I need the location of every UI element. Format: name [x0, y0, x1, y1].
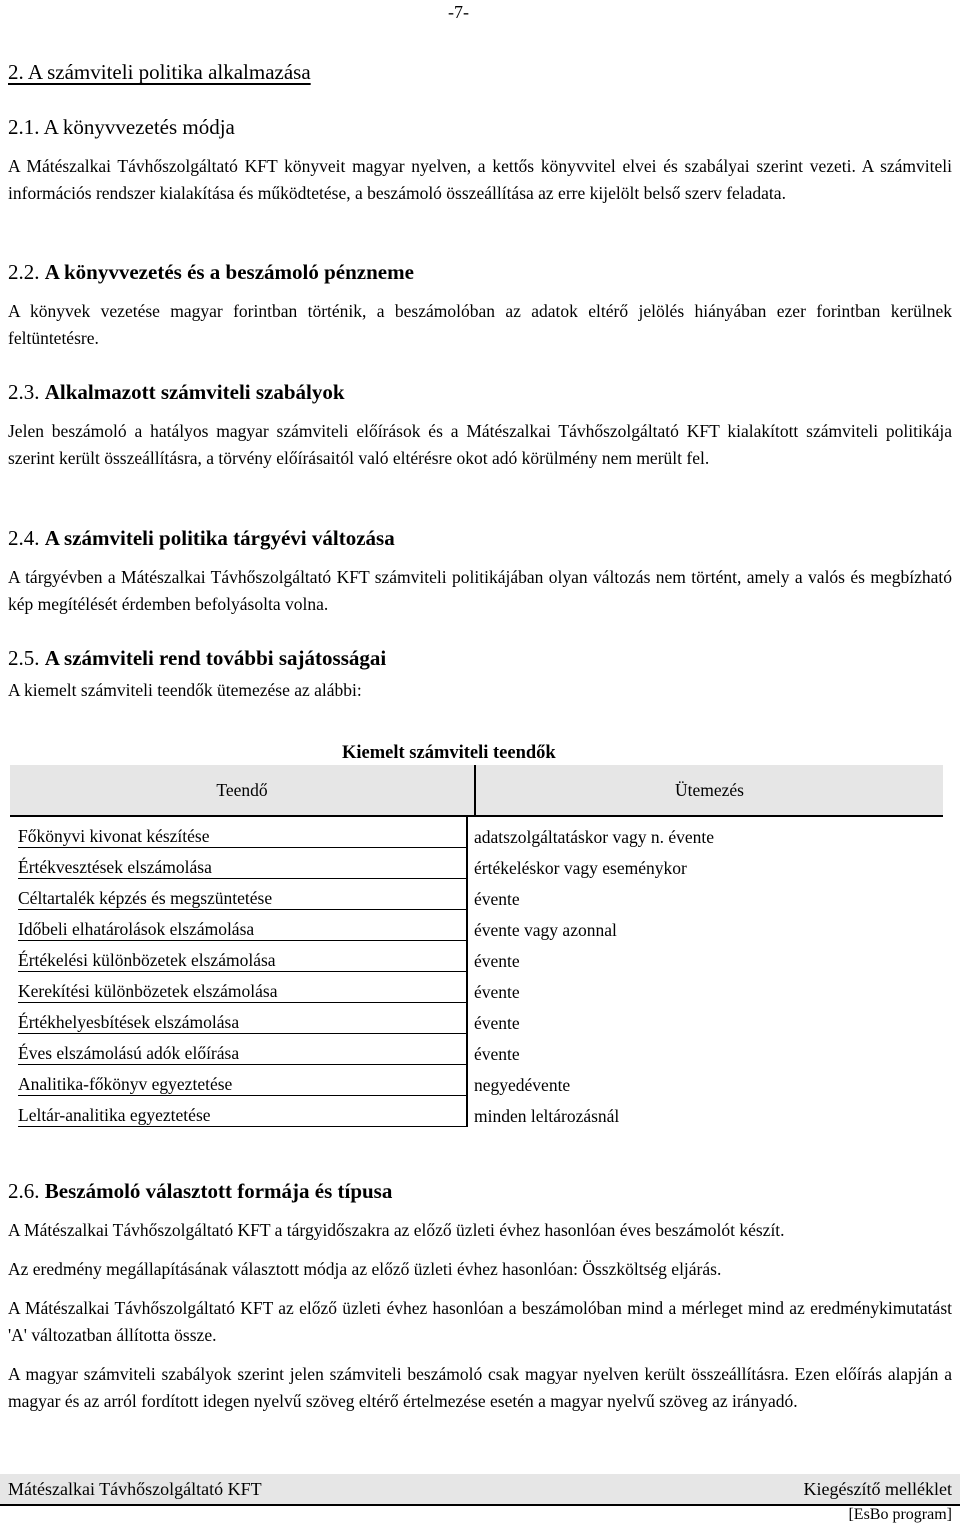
section-heading	[8, 258, 952, 286]
table-header-task: Teendő	[216, 779, 268, 800]
table-row	[10, 941, 943, 972]
table-row	[10, 972, 943, 1003]
table-row	[10, 1003, 943, 1034]
section-heading	[8, 644, 952, 672]
section-title: Beszámoló választott formája és típusa	[44, 1179, 393, 1203]
task-text: Időbeli elhatárolások elszámolása	[18, 918, 466, 941]
task-cell	[10, 817, 466, 848]
paragraph: A tárgyévben a Mátészalkai Távhőszolgáltató KFT számviteli politikájában olyan változás nem történt, amely a valós és megbízható kép megítélését érdemben befolyásolta volna.	[8, 567, 952, 614]
section-heading	[8, 378, 952, 406]
task-text: Értékelési különbözetek elszámolása	[18, 949, 466, 972]
section-number: 2.3.	[8, 380, 40, 404]
section-2-6	[8, 1177, 952, 1415]
task-cell	[10, 1034, 466, 1065]
task-text: Éves elszámolású adók előírása	[18, 1042, 466, 1065]
task-cell	[10, 1096, 466, 1127]
task-text: Kerekítési különbözetek elszámolása	[18, 980, 466, 1003]
schedule-text: évente	[474, 1013, 520, 1033]
table-row	[10, 1034, 943, 1065]
schedule-text: évente	[474, 951, 520, 971]
section-2-4	[8, 524, 952, 618]
schedule-text: évente	[474, 889, 520, 909]
section-number: 2.4.	[8, 526, 40, 550]
table-title: Kiemelt számviteli teendők	[342, 743, 556, 763]
table-header	[10, 765, 943, 817]
task-text: Főkönyvi kivonat készítése	[18, 825, 466, 848]
task-text: Értékhelyesbítések elszámolása	[18, 1011, 466, 1034]
schedule-cell	[466, 848, 943, 879]
section-2-5	[8, 644, 952, 704]
paragraph: Az eredmény megállapításának választott módja az előző üzleti évhez hasonlóan: Összköltség eljárás.	[8, 1259, 722, 1279]
chapter-title: 2. A számviteli politika alkalmazása	[8, 60, 311, 84]
paragraph: A magyar számviteli szabályok szerint jelen számviteli beszámoló csak magyar nyelven került összeállításra. Ezen előírás alapján a magyar és az arról fordított idegen nyelvű szöveg eltérő értelmezése esetén a magyar nyelvű szöveg az irányadó.	[8, 1364, 952, 1411]
schedule-text: minden leltározásnál	[474, 1106, 620, 1126]
section-2-3	[8, 378, 952, 472]
schedule-cell	[466, 1096, 943, 1127]
table-row	[10, 1065, 943, 1096]
section-title: A számviteli rend további sajátosságai	[44, 646, 387, 670]
task-text: Leltár-analitika egyeztetése	[18, 1104, 466, 1127]
paragraph: A Mátészalkai Távhőszolgáltató KFT az előző üzleti évhez hasonlóan a beszámolóban mind a mérleget mind az eredménykimutatást 'A' változatban állította össze.	[8, 1298, 952, 1345]
schedule-cell	[466, 941, 943, 972]
task-text: Értékvesztések elszámolása	[18, 856, 466, 879]
paragraph: Jelen beszámoló a hatályos magyar számviteli előírások és a Mátészalkai Távhőszolgáltató KFT kialakított számviteli politikája szerint került összeállításra, a törvény előírásaitól való eltérésre okot adó körülmény nem merült fel.	[8, 421, 952, 468]
schedule-text: évente	[474, 1044, 520, 1064]
table-row	[10, 879, 943, 910]
section-number: 2.2.	[8, 260, 40, 284]
paragraph: A Mátészalkai Távhőszolgáltató KFT könyveit magyar nyelven, a kettős könyvvitel elvei és szabályai szerint vezeti. A számviteli információs rendszer kialakítása és működtetése, a beszámoló összeállítása az erre kijelölt belső szerv feladata.	[8, 156, 952, 203]
task-text: Analitika-főkönyv egyeztetése	[18, 1073, 466, 1096]
table-header-schedule: Ütemezés	[474, 765, 943, 815]
schedule-cell	[466, 1034, 943, 1065]
task-cell	[10, 941, 466, 972]
paragraph: A könyvek vezetése magyar forintban történik, a beszámolóban az adatok eltérő jelölés hiányában ezer forintban kerülnek feltüntetésre.	[8, 301, 952, 348]
section-title: A könyvvezetés módja	[43, 115, 235, 139]
section-title: A könyvvezetés és a beszámoló pénzneme	[44, 260, 414, 284]
schedule-text: évente vagy azonnal	[474, 920, 617, 940]
task-cell	[10, 972, 466, 1003]
footer-document-type: Kiegészítő melléklet	[803, 1479, 952, 1499]
schedule-cell	[466, 879, 943, 910]
section-2-2	[8, 258, 952, 352]
table-row	[10, 817, 943, 848]
footer-company: Mátészalkai Távhőszolgáltató KFT	[8, 1479, 262, 1499]
section-number: 2.5.	[8, 646, 40, 670]
task-cell	[10, 1003, 466, 1034]
schedule-text: adatszolgáltatáskor vagy n. évente	[474, 827, 715, 847]
section-heading	[8, 524, 952, 552]
section-heading	[8, 1177, 952, 1205]
schedule-text: értékeléskor vagy eseménykor	[474, 858, 687, 878]
schedule-cell	[466, 910, 943, 941]
section-heading	[8, 113, 952, 141]
footer-program: [EsBo program]	[848, 1506, 952, 1523]
table-row	[10, 1096, 943, 1127]
section-number: 2.1.	[8, 115, 40, 139]
paragraph: A Mátészalkai Távhőszolgáltató KFT a tárgyidőszakra az előző üzleti évhez hasonlóan éves beszámolót készít.	[8, 1220, 785, 1240]
table-body	[10, 817, 943, 1127]
task-text: Céltartalék képzés és megszüntetése	[18, 887, 466, 910]
paragraph: A kiemelt számviteli teendők ütemezése az alábbi:	[8, 680, 362, 700]
section-title: Alkalmazott számviteli szabályok	[44, 380, 345, 404]
table-row	[10, 848, 943, 879]
schedule-cell	[466, 972, 943, 1003]
schedule-text: negyedévente	[474, 1075, 571, 1095]
page-footer	[0, 1474, 960, 1525]
section-2-1	[8, 113, 952, 207]
schedule-cell	[466, 1003, 943, 1034]
task-cell	[10, 1065, 466, 1096]
schedule-text: évente	[474, 982, 520, 1002]
section-number: 2.6.	[8, 1179, 40, 1203]
task-cell	[10, 910, 466, 941]
page-number: -7-	[448, 2, 469, 22]
task-cell	[10, 848, 466, 879]
schedule-cell	[466, 1065, 943, 1096]
schedule-cell	[466, 817, 943, 848]
section-title: A számviteli politika tárgyévi változása	[44, 526, 395, 550]
task-cell	[10, 879, 466, 910]
table-row	[10, 910, 943, 941]
